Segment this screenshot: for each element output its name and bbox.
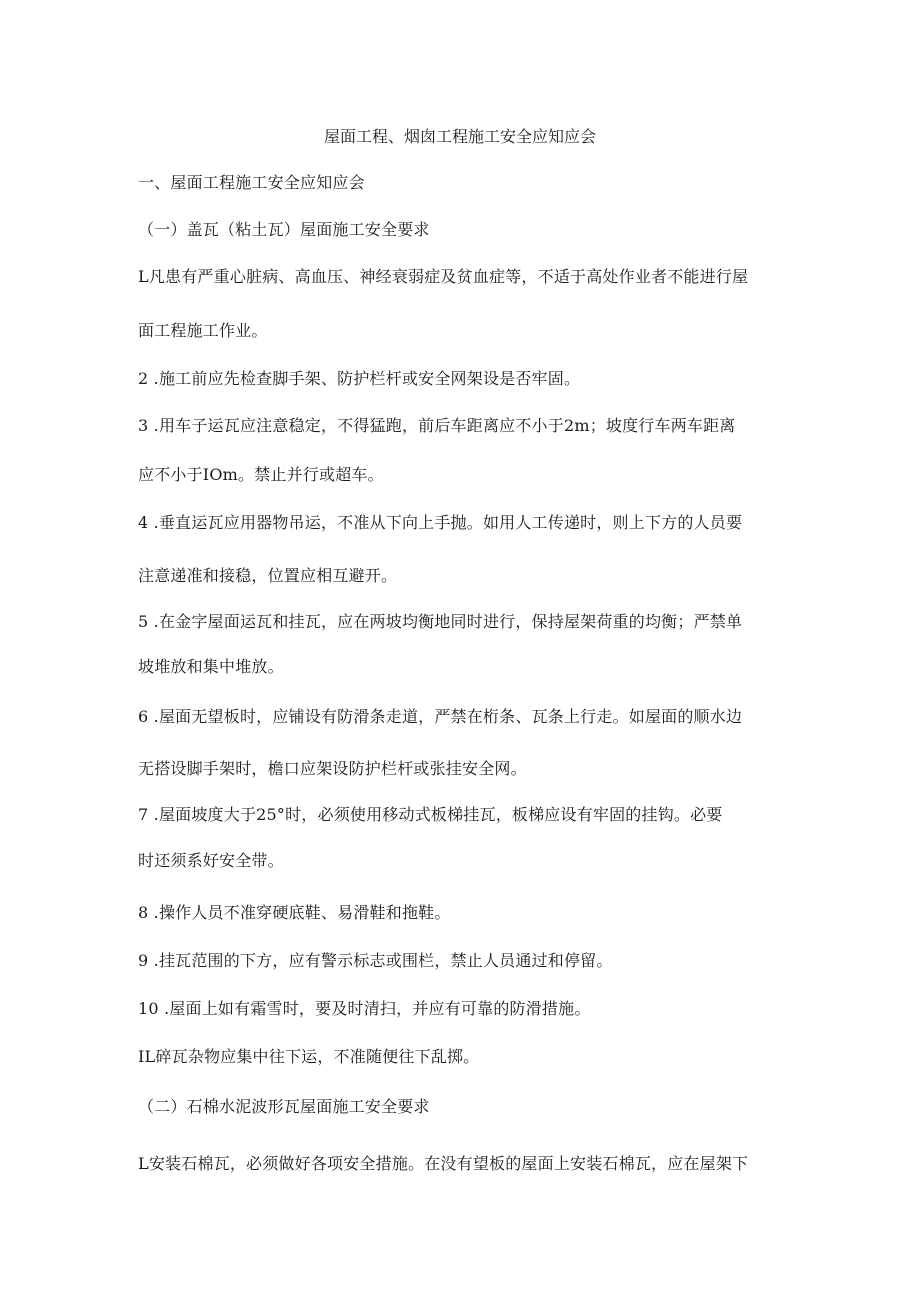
- document-title: 屋面工程、烟囱工程施工安全应知应会: [323, 127, 596, 146]
- subsection-heading: （二）石棉水泥波形瓦屋面施工安全要求: [138, 1097, 430, 1116]
- paragraph-line: 无搭设脚手架时，檐口应架设防护栏杆或张挂安全网。: [138, 759, 527, 778]
- subsection-heading: （一）盖瓦（粘土瓦）屋面施工安全要求: [138, 220, 430, 239]
- paragraph-line: 10 .屋面上如有霜雪时，要及时清扫，并应有可靠的防滑措施。: [138, 999, 591, 1018]
- paragraph-line: 应不小于IOm。禁止并行或超车。: [138, 465, 384, 484]
- paragraph-line: 8 .操作人员不准穿硬底鞋、易滑鞋和拖鞋。: [138, 903, 451, 922]
- paragraph-line: 时还须系好安全带。: [138, 851, 284, 870]
- paragraph-line: 7 .屋面坡度大于25°时，必须使用移动式板梯挂瓦，板梯应设有牢固的挂钩。必要: [138, 805, 723, 824]
- paragraph-line: 面工程施工作业。: [138, 321, 268, 340]
- paragraph-line: 注意递准和接稳，位置应相互避开。: [138, 566, 398, 585]
- paragraph-line: 2 .施工前应先检查脚手架、防护栏杆或安全网架设是否牢固。: [138, 369, 581, 388]
- paragraph-line: 3 .用车子运瓦应注意稳定，不得猛跑，前后车距离应不小于2m；坡度行车两车距离: [138, 416, 736, 435]
- section-heading: 一、屋面工程施工安全应知应会: [138, 173, 365, 192]
- paragraph-line: 坡堆放和集中堆放。: [138, 657, 284, 676]
- paragraph-line: 9 .挂瓦范围的下方，应有警示标志或围栏，禁止人员通过和停留。: [138, 951, 613, 970]
- paragraph-line: 5 .在金字屋面运瓦和挂瓦，应在两坡均衡地同时进行，保持屋架荷重的均衡；严禁单: [138, 612, 743, 631]
- paragraph-line: L安装石棉瓦，必须做好各项安全措施。在没有望板的屋面上安装石棉瓦，应在屋架下: [138, 1154, 749, 1173]
- paragraph-line: 6 .屋面无望板时，应铺设有防滑条走道，严禁在桁条、瓦条上行走。如屋面的顺水边: [138, 707, 743, 726]
- paragraph-line: IL碎瓦杂物应集中往下运，不准随便往下乱掷。: [138, 1047, 480, 1066]
- paragraph-line: 4 .垂直运瓦应用器物吊运，不准从下向上手抛。如用人工传递时，则上下方的人员要: [138, 513, 743, 532]
- paragraph-line: L凡患有严重心脏病、高血压、神经衰弱症及贫血症等，不适于高处作业者不能进行屋: [138, 267, 749, 286]
